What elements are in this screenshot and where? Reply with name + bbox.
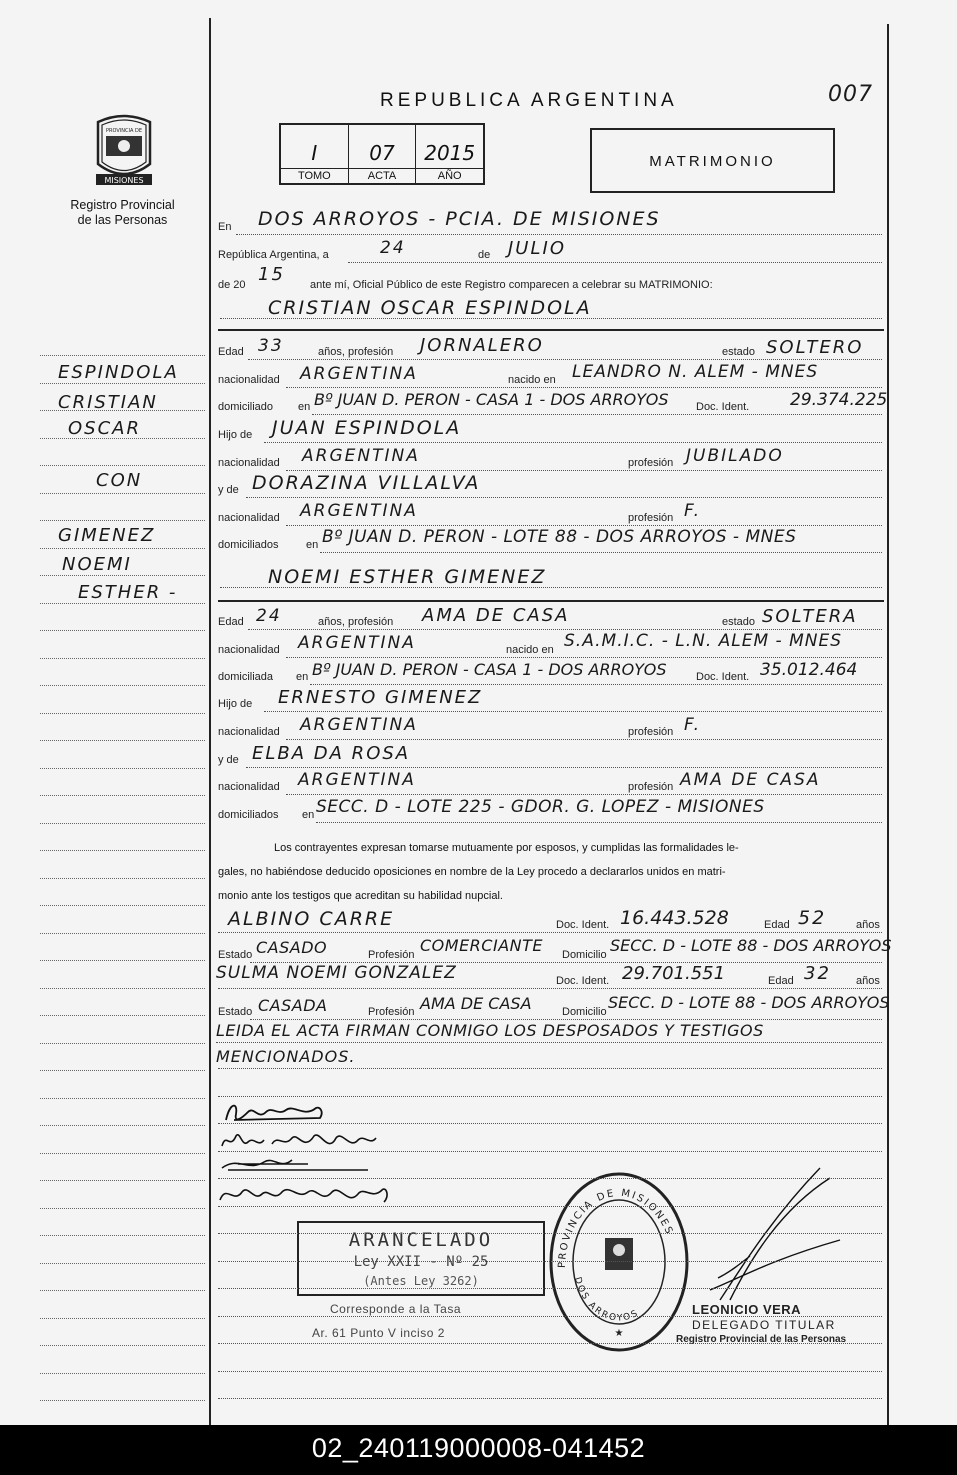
margin-ruled-line (40, 575, 205, 576)
witness2-profesion-label: Profesión (368, 1006, 415, 1018)
line (246, 497, 882, 498)
bride-nationality: ARGENTINA (298, 633, 416, 653)
stamp-law: Ley XXII - Nº 25 (353, 1254, 489, 1270)
bride-anos-label: años, profesión (318, 616, 394, 628)
tomo-label: TOMO (281, 168, 348, 183)
line (286, 525, 882, 526)
witness2-name: SULMA NOEMI GONZALEZ (216, 963, 457, 983)
groom-mother-prof-label: profesión (628, 512, 674, 524)
margin-name-6: NOEMI (62, 554, 132, 575)
line (286, 470, 882, 471)
line (264, 442, 882, 443)
line (236, 234, 882, 235)
bride-mother-profession: AMA DE CASA (680, 770, 821, 790)
right-margin-rule (887, 24, 889, 1425)
svg-text:MISIONES: MISIONES (104, 176, 144, 185)
margin-ruled-line (40, 493, 205, 494)
groom-age: 33 (258, 336, 284, 356)
svg-text:DOS ARROYOS: DOS ARROYOS (571, 1276, 642, 1324)
margin-ruled-line (40, 768, 205, 769)
line (220, 318, 882, 319)
margin-ruled-line (40, 1098, 205, 1099)
groom-domiciliado-label: domiciliado (218, 401, 274, 413)
scan-code: 02_240119000008-041452 (311, 1433, 646, 1463)
margin-ruled-line (40, 1208, 205, 1209)
groom-father-nat-label: nacionalidad (218, 457, 280, 469)
line (310, 684, 882, 685)
groom-nacionalidad-label: nacionalidad (218, 374, 280, 386)
margin-name-4: CON (96, 470, 143, 491)
groom-nacido-label: nacido en (508, 374, 556, 386)
ruled-line (218, 1288, 882, 1289)
stamp-title: ARANCELADO (348, 1229, 494, 1251)
bride-name: NOEMI ESTHER GIMENEZ (268, 566, 547, 588)
groom-mother: DORAZINA VILLALVA (252, 472, 481, 494)
bride-father-prof-label: profesión (628, 726, 674, 738)
witness2-age: 32 (804, 963, 831, 984)
stamp-previous-law: (Antes Ley 3262) (363, 1274, 479, 1288)
groom-mother-nationality: ARGENTINA (300, 501, 418, 521)
groom-father: JUAN ESPINDOLA (272, 417, 462, 439)
ruled-line (218, 1261, 882, 1262)
line (248, 629, 882, 630)
official-seal-icon (545, 1168, 693, 1356)
official-name: LEONICIO VERA (692, 1302, 802, 1317)
tomo-value: I (311, 141, 318, 165)
declaration-line-3: monio ante los testigos que acreditan su habilidad nupcial. (218, 890, 503, 902)
groom-separator (218, 329, 884, 331)
provincial-emblem-icon (92, 112, 156, 188)
groom-address: Bº JUAN D. PERON - CASA 1 - DOS ARROYOS (314, 390, 669, 409)
stamp-article: Ar. 61 Punto V inciso 2 (312, 1326, 445, 1340)
margin-ruled-line (40, 905, 205, 906)
margin-ruled-line (40, 850, 205, 851)
groom-profession: JORNALERO (420, 335, 544, 356)
margin-name-2: CRISTIAN (58, 392, 158, 413)
bride-father: ERNESTO GIMENEZ (278, 687, 483, 708)
margin-ruled-line (40, 1153, 205, 1154)
line (312, 414, 882, 415)
witness1-profession: COMERCIANTE (420, 936, 543, 955)
year-suffix-value: 15 (258, 264, 285, 285)
groom-yde-label: y de (218, 484, 239, 496)
anio-value: 2015 (424, 141, 476, 165)
line (264, 711, 882, 712)
bride-age: 24 (256, 606, 282, 626)
witness1-estado-label: Estado (218, 949, 253, 961)
bride-father-profession: F. (684, 715, 701, 735)
margin-name-3: OSCAR (68, 418, 141, 439)
ruled-line (218, 1068, 882, 1069)
witness2-edad-label: Edad (768, 975, 794, 987)
margin-ruled-line (40, 1263, 205, 1264)
witness1-doc-label: Doc. Ident. (556, 919, 610, 931)
bride-birthplace: S.A.M.I.C. - L.N. ALEM - MNES (564, 631, 843, 651)
left-margin-rule (209, 18, 211, 1425)
groom-en-label: en (298, 401, 311, 413)
groom-name: CRISTIAN OSCAR ESPINDOLA (268, 297, 592, 319)
margin-ruled-line (40, 1180, 205, 1181)
groom-domiciliados-en: en (306, 539, 319, 551)
ruled-line (218, 1096, 882, 1097)
witness1-doc: 16.443.528 (620, 907, 729, 929)
closing-line-1: LEIDA EL ACTA FIRMAN CONMIGO LOS DESPOSADOS Y TESTIGOS (216, 1021, 764, 1040)
groom-status: SOLTERO (766, 337, 864, 358)
line (220, 587, 882, 588)
anio-label: AÑO (416, 168, 483, 183)
bride-separator (218, 600, 884, 602)
witness2-doc: 29.701.551 (622, 963, 726, 984)
declaration-line-1: Los contrayentes expresan tomarse mutuamente por esposos, y cumplidas las formalidades le- (274, 842, 739, 854)
closing-line-2: MENCIONADOS. (216, 1047, 356, 1066)
margin-ruled-line (40, 988, 205, 989)
line (320, 552, 882, 553)
witness1-name: ALBINO CARRE (228, 908, 395, 930)
margin-ruled-line (40, 355, 205, 356)
ruled-line (218, 1398, 882, 1399)
ruled-line (218, 1151, 882, 1152)
bride-parents-address: SECC. D - LOTE 225 - GDOR. G. LOPEZ - MISIONES (316, 797, 765, 817)
ruled-line (218, 1343, 882, 1344)
margin-ruled-line (40, 1235, 205, 1236)
groom-father-profession: JUBILADO (686, 446, 784, 466)
official-title: DELEGADO TITULAR (692, 1318, 836, 1332)
groom-birthplace: LEANDRO N. ALEM - MNES (572, 362, 819, 382)
groom-hijo-label: Hijo de (218, 429, 253, 441)
bride-nacido-label: nacido en (506, 644, 554, 656)
witness1-anos-label: años (856, 919, 880, 931)
bride-father-nationality: ARGENTINA (300, 715, 418, 735)
witness1-address: SECC. D - LOTE 88 - DOS ARROYOS (610, 936, 892, 955)
bride-estado-label: estado (722, 616, 756, 628)
margin-ruled-line (40, 823, 205, 824)
groom-father-prof-label: profesión (628, 457, 674, 469)
margin-ruled-line (40, 1345, 205, 1346)
witness2-anos-label: años (856, 975, 880, 987)
acta-cell (349, 125, 417, 183)
republica-label: República Argentina, a (218, 249, 329, 261)
bride-hijo-label: Hijo de (218, 698, 253, 710)
page-number: 007 (828, 82, 873, 107)
acta-label: ACTA (349, 168, 416, 183)
ruled-line (218, 1233, 882, 1234)
registry-line-1: Registro Provincial (70, 198, 175, 212)
bride-yde-label: y de (218, 754, 239, 766)
country-title: REPUBLICA ARGENTINA (380, 90, 678, 111)
bride-mother: ELBA DA ROSA (252, 743, 411, 764)
declaration-line-2: gales, no habiéndose deducido oposiciones en nombre de la Ley procedo a declararlos unidos en matri- (218, 866, 726, 878)
bride-status: SOLTERA (762, 606, 858, 627)
margin-ruled-line (40, 1318, 205, 1319)
witness1-domicilio-label: Domicilio (562, 949, 607, 961)
margin-ruled-line (40, 410, 205, 411)
de20-label: de 20 (218, 279, 246, 291)
document-type: MATRIMONIO (649, 153, 776, 170)
line (248, 359, 882, 360)
en-label: En (218, 221, 232, 233)
margin-ruled-line (40, 630, 205, 631)
margin-ruled-line (40, 520, 205, 521)
groom-edad-label: Edad (218, 346, 244, 358)
margin-name-1: ESPINDOLA (58, 362, 179, 383)
bride-profession: AMA DE CASA (422, 605, 570, 626)
groom-anos-label: años, profesión (318, 346, 394, 358)
witness2-doc-label: Doc. Ident. (556, 975, 610, 987)
ruled-line (218, 1123, 882, 1124)
bride-father-nat-label: nacionalidad (218, 726, 280, 738)
groom-doc: 29.374.225 (790, 390, 888, 410)
bride-domiciliados-en: en (302, 809, 315, 821)
line (218, 988, 882, 989)
groom-father-nationality: ARGENTINA (302, 446, 420, 466)
margin-ruled-line (40, 1125, 205, 1126)
bride-doc-label: Doc. Ident. (696, 671, 750, 683)
witness2-address: SECC. D - LOTE 88 - DOS ARROYOS (608, 993, 890, 1012)
official-org: Registro Provincial de las Personas (676, 1334, 847, 1345)
witness1-signature (218, 1152, 378, 1176)
witness2-domicilio-label: Domicilio (562, 1006, 607, 1018)
bride-mother-nat-label: nacionalidad (218, 781, 280, 793)
registry-name (40, 198, 205, 228)
margin-ruled-line (40, 878, 205, 879)
bride-mother-prof-label: profesión (628, 781, 674, 793)
margin-ruled-line (40, 960, 205, 961)
witness1-profesion-label: Profesión (368, 949, 415, 961)
line (348, 262, 882, 263)
ruled-line (218, 1206, 882, 1207)
line (216, 1042, 882, 1043)
line (286, 657, 882, 658)
ante-label: ante mí, Oficial Público de este Registro comparecen a celebrar su MATRIMONIO: (310, 279, 713, 291)
bride-edad-label: Edad (218, 616, 244, 628)
ruled-line (218, 1316, 882, 1317)
line (246, 767, 882, 768)
bride-domiciliados-label: domiciliados (218, 809, 279, 821)
svg-text:PROVINCIA DE MISIONES: PROVINCIA DE MISIONES (556, 1187, 675, 1269)
groom-estado-label: estado (722, 346, 756, 358)
margin-ruled-line (40, 548, 205, 549)
groom-doc-label: Doc. Ident. (696, 401, 750, 413)
day-value: 24 (380, 238, 406, 258)
acta-value: 07 (369, 141, 395, 165)
groom-nationality: ARGENTINA (300, 364, 418, 384)
witness1-status: CASADO (256, 938, 328, 957)
line (250, 1019, 882, 1020)
month-value: JULIO (508, 238, 566, 259)
groom-domiciliados-label: domiciliados (218, 539, 279, 551)
margin-ruled-line (40, 685, 205, 686)
bride-mother-nationality: ARGENTINA (298, 770, 416, 790)
witness2-profession: AMA DE CASA (420, 994, 532, 1013)
margin-ruled-line (40, 438, 205, 439)
line (218, 932, 882, 933)
margin-ruled-line (40, 795, 205, 796)
de-label: de (478, 249, 491, 261)
margin-name-7: ESTHER - (78, 582, 178, 603)
place-value: DOS ARROYOS - PCIA. DE MISIONES (258, 208, 661, 230)
anio-cell (416, 125, 483, 183)
witness1-age: 52 (798, 907, 827, 929)
line (286, 387, 882, 388)
line (316, 822, 882, 823)
witness1-edad-label: Edad (764, 919, 790, 931)
margin-ruled-line (40, 658, 205, 659)
registry-line-2: de las Personas (77, 213, 168, 227)
margin-ruled-line (40, 713, 205, 714)
margin-ruled-line (40, 603, 205, 604)
margin-ruled-line (40, 1373, 205, 1374)
witness2-signature (216, 1178, 396, 1214)
ruled-line (218, 1178, 882, 1179)
margin-ruled-line (40, 383, 205, 384)
margin-ruled-line (40, 1400, 205, 1401)
bride-nacionalidad-label: nacionalidad (218, 644, 280, 656)
bride-doc: 35.012.464 (760, 660, 858, 680)
witness2-estado-label: Estado (218, 1006, 253, 1018)
margin-ruled-line (40, 1015, 205, 1016)
witness2-status: CASADA (258, 996, 328, 1015)
line (286, 739, 882, 740)
margin-ruled-line (40, 1070, 205, 1071)
groom-mother-profession: F. (684, 501, 701, 521)
stamp-corresponde: Corresponde a la Tasa (330, 1302, 462, 1316)
margin-name-5: GIMENEZ (58, 525, 156, 546)
line (286, 794, 882, 795)
groom-parents-address: Bº JUAN D. PERON - LOTE 88 - DOS ARROYOS - MNES (322, 527, 797, 547)
groom-mother-nat-label: nacionalidad (218, 512, 280, 524)
margin-ruled-line (40, 465, 205, 466)
margin-ruled-line (40, 740, 205, 741)
ruled-line (218, 1371, 882, 1372)
bride-address: Bº JUAN D. PERON - CASA 1 - DOS ARROYOS (312, 660, 667, 679)
declaration-paragraph (218, 836, 882, 908)
bride-en-label: en (296, 671, 309, 683)
act-reference-box (279, 123, 485, 185)
document-type-box (590, 128, 835, 193)
margin-ruled-line (40, 933, 205, 934)
margin-ruled-line (40, 1043, 205, 1044)
svg-text:★: ★ (614, 1328, 624, 1339)
bride-domiciliada-label: domiciliada (218, 671, 274, 683)
tomo-cell (281, 125, 349, 183)
margin-ruled-line (40, 1290, 205, 1291)
svg-text:PROVINCIA DE: PROVINCIA DE (106, 128, 142, 134)
